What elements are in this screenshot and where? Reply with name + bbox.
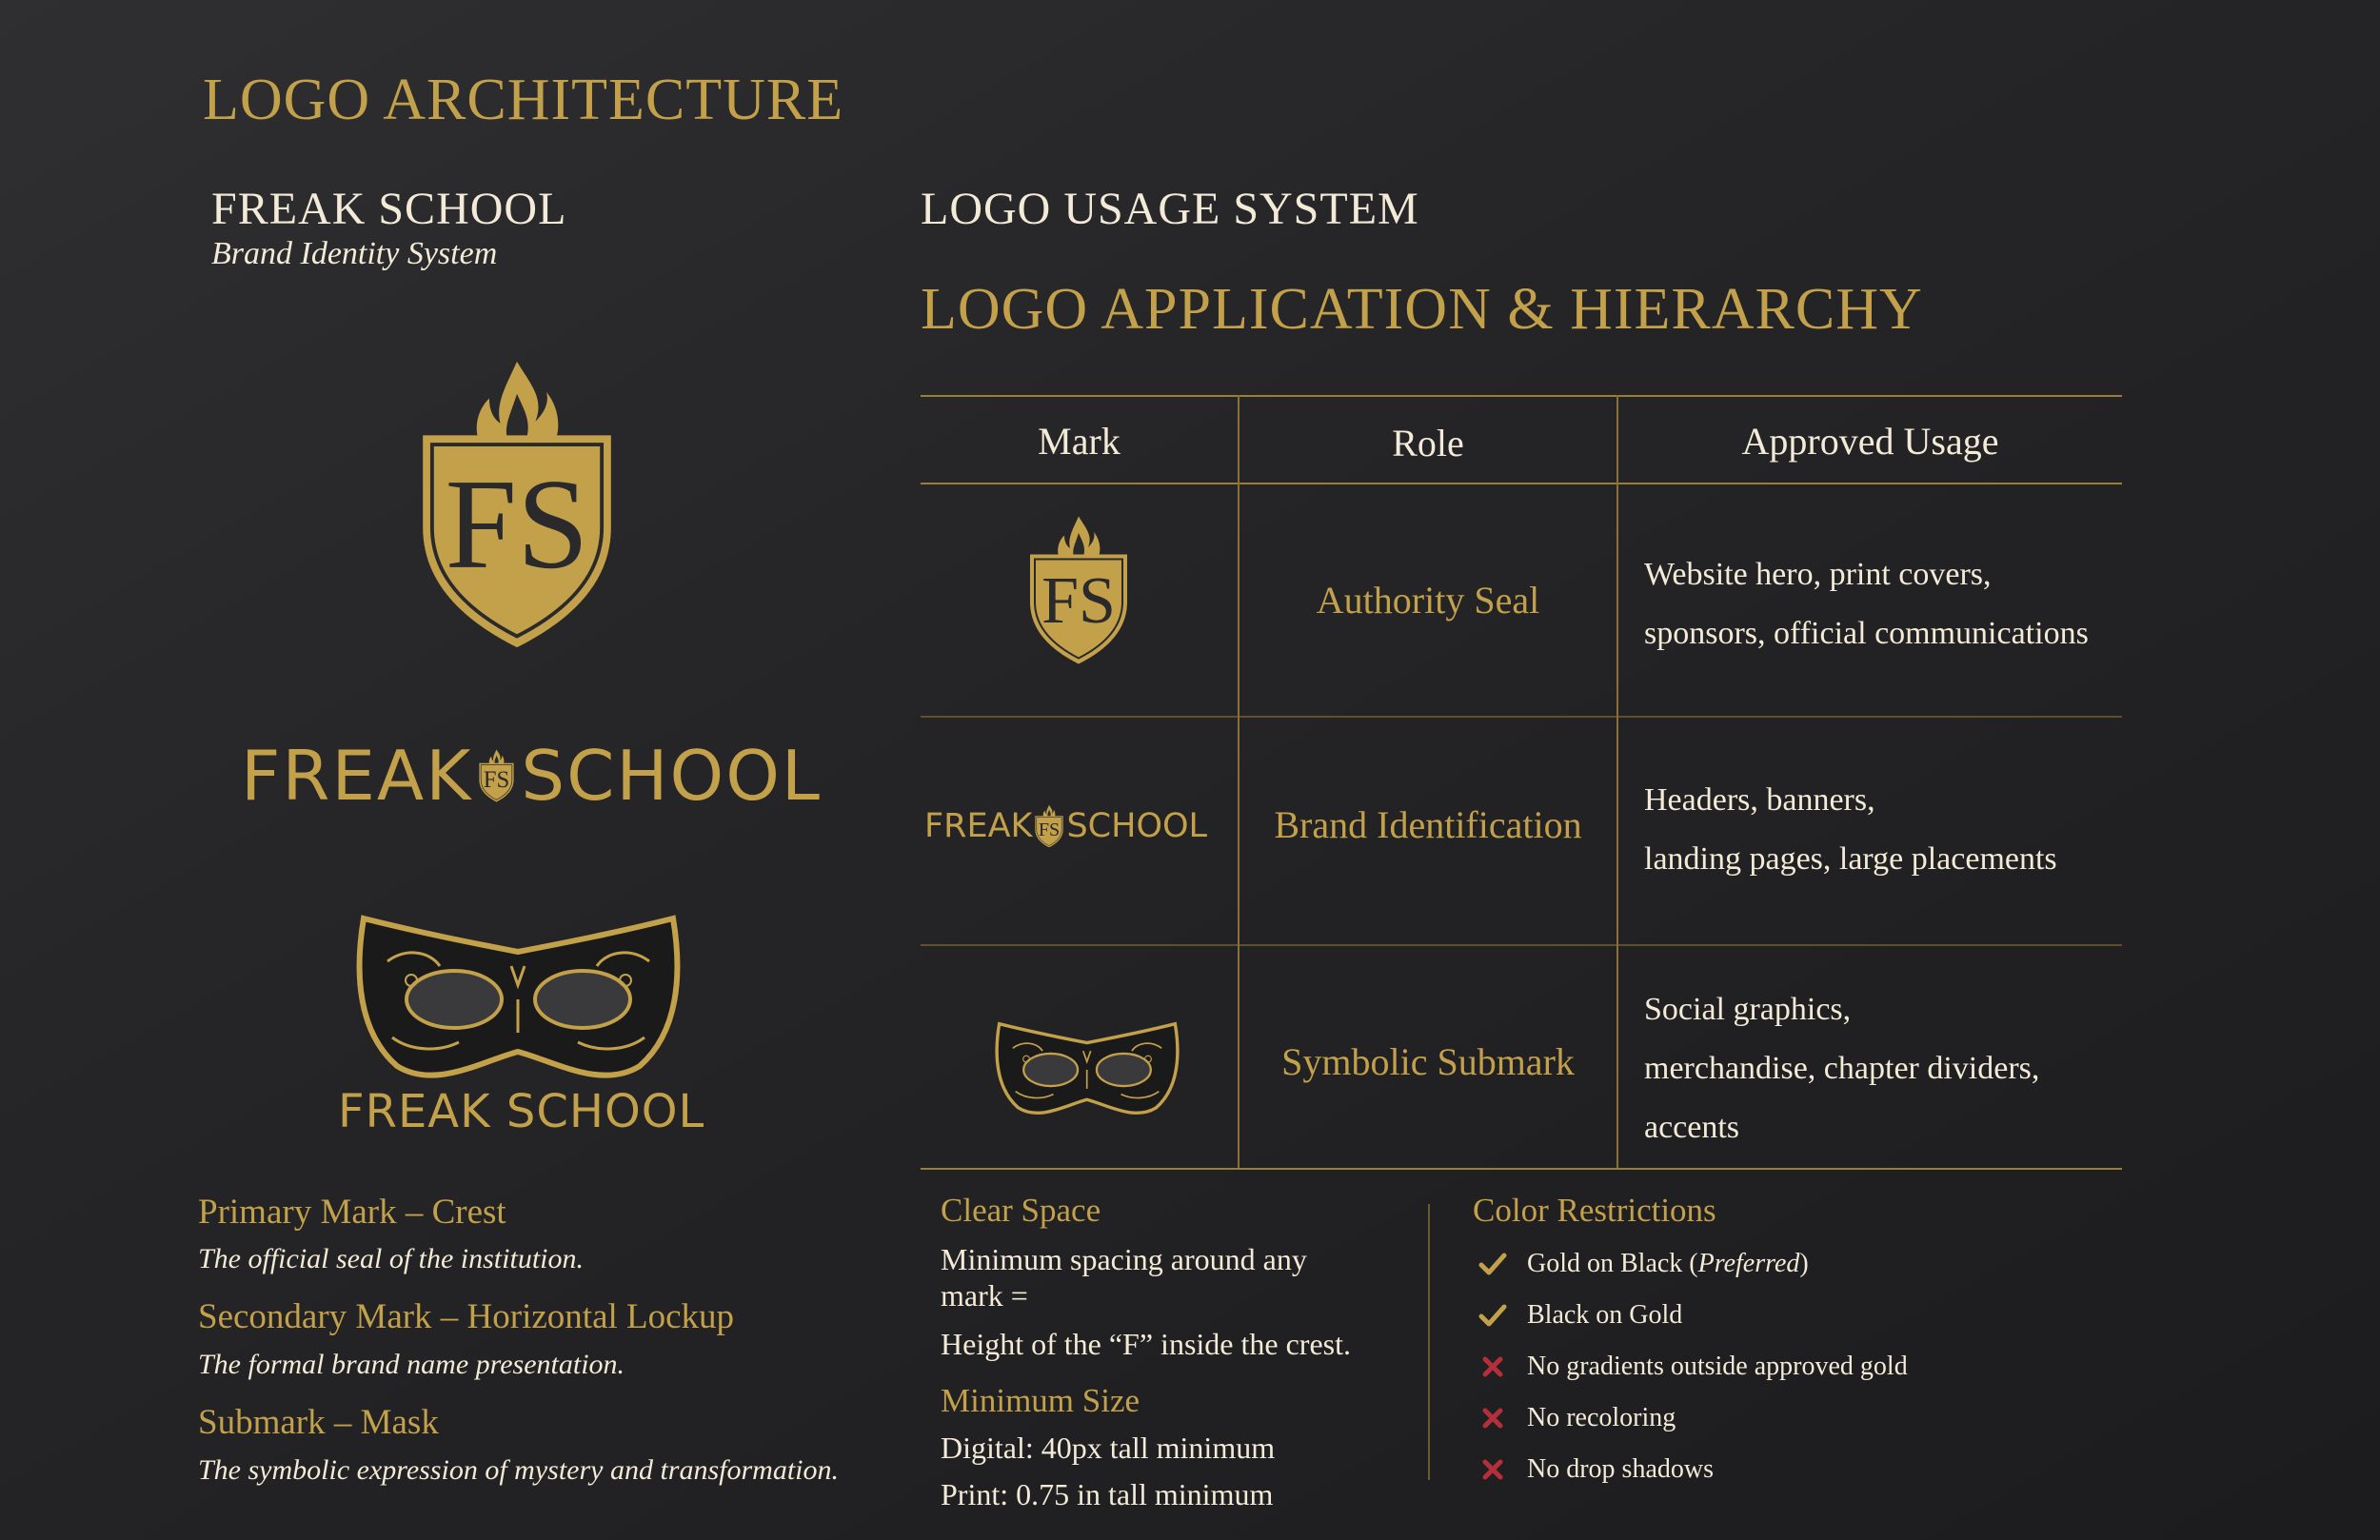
check-icon xyxy=(1478,1249,1516,1279)
mask-logo xyxy=(354,909,683,1090)
color-rule xyxy=(1478,1352,1908,1382)
header-approved-usage: Approved Usage xyxy=(1741,420,1999,463)
role-brand-identification: Brand Identification xyxy=(1274,803,1582,846)
horizontal-lockup-logo xyxy=(241,723,822,828)
usage-table xyxy=(921,395,2122,1170)
rule-text: Gold on Black ( xyxy=(1527,1249,1698,1278)
minimum-size-line: Digital: 40px tall minimum xyxy=(941,1431,1276,1465)
brand-subtitle: Brand Identity System xyxy=(211,236,498,271)
lockup-word-school: SCHOOL xyxy=(521,736,822,816)
color-restrictions-title: Color Restrictions xyxy=(1473,1192,1716,1229)
usage-row-2 xyxy=(1644,771,2057,889)
mark-desc-secondary: The formal brand name presentation. xyxy=(198,1349,625,1380)
usage-line: accents xyxy=(1644,1110,1740,1145)
mark-desc-primary: The official seal of the institution. xyxy=(198,1243,584,1274)
rule-text: No recoloring xyxy=(1527,1403,1676,1432)
usage-line: Social graphics, xyxy=(1644,992,1852,1027)
lockup-word-freak: FREAK xyxy=(924,807,1033,845)
mark-title-submark: Submark – Mask xyxy=(198,1403,439,1442)
color-rule xyxy=(1478,1249,1809,1279)
usage-line: landing pages, large placements xyxy=(1644,841,2057,877)
header-mark: Mark xyxy=(1038,420,1121,463)
page-title: LOGO ARCHITECTURE xyxy=(203,68,844,132)
brand-title: FREAK SCHOOL xyxy=(211,184,567,234)
usage-section-title: LOGO USAGE SYSTEM xyxy=(921,184,1419,234)
color-rule xyxy=(1478,1403,1676,1433)
mark-desc-submark: The symbolic expression of mystery and transformation. xyxy=(198,1454,839,1486)
minimum-size-title: Minimum Size xyxy=(941,1382,1140,1419)
usage-row-1 xyxy=(1644,545,2089,663)
minimum-size-line: Print: 0.75 in tall minimum xyxy=(941,1477,1274,1511)
clear-space-title: Clear Space xyxy=(941,1192,1101,1229)
clear-space-line: mark = xyxy=(941,1278,1028,1313)
cross-icon xyxy=(1478,1454,1516,1485)
header-role: Role xyxy=(1392,422,1464,464)
rule-text: No gradients outside approved gold xyxy=(1527,1352,1908,1381)
check-icon xyxy=(1478,1300,1516,1331)
clear-space-line: Height of the “F” inside the crest. xyxy=(941,1327,1351,1361)
mark-title-secondary: Secondary Mark – Horizontal Lockup xyxy=(198,1297,735,1336)
cross-icon xyxy=(1478,1352,1516,1382)
hierarchy-title: LOGO APPLICATION & HIERARCHY xyxy=(921,277,1923,342)
usage-line: merchandise, chapter dividers, xyxy=(1644,1051,2040,1086)
crest-icon xyxy=(478,732,515,819)
rule-tail: ) xyxy=(1799,1249,1809,1278)
mask-wordmark: FREAK SCHOOL xyxy=(338,1085,705,1138)
role-authority-seal: Authority Seal xyxy=(1316,579,1540,622)
table-crest-mark xyxy=(1025,514,1132,666)
crest-icon xyxy=(1034,804,1064,848)
section-divider xyxy=(1428,1204,1430,1480)
color-rule xyxy=(1478,1454,1714,1485)
lockup-word-school: SCHOOL xyxy=(1066,807,1208,845)
role-symbolic-submark: Symbolic Submark xyxy=(1281,1040,1575,1083)
usage-row-3 xyxy=(1644,980,2039,1157)
mark-title-primary: Primary Mark – Crest xyxy=(198,1193,506,1232)
table-mask-mark xyxy=(992,1018,1182,1121)
rule-text: No drop shadows xyxy=(1527,1454,1714,1484)
rule-emphasis: Preferred xyxy=(1697,1249,1800,1278)
usage-line: Website hero, print covers, xyxy=(1644,557,1992,592)
usage-line: Headers, banners, xyxy=(1644,782,1875,818)
clear-space-line: Minimum spacing around any xyxy=(941,1242,1307,1276)
crest-logo xyxy=(413,357,621,652)
rule-text: Black on Gold xyxy=(1527,1300,1683,1330)
table-lockup-mark xyxy=(924,804,1207,848)
usage-line: sponsors, official communications xyxy=(1644,616,2089,651)
lockup-word-freak: FREAK xyxy=(241,736,473,816)
color-rule xyxy=(1478,1300,1682,1331)
cross-icon xyxy=(1478,1403,1516,1433)
